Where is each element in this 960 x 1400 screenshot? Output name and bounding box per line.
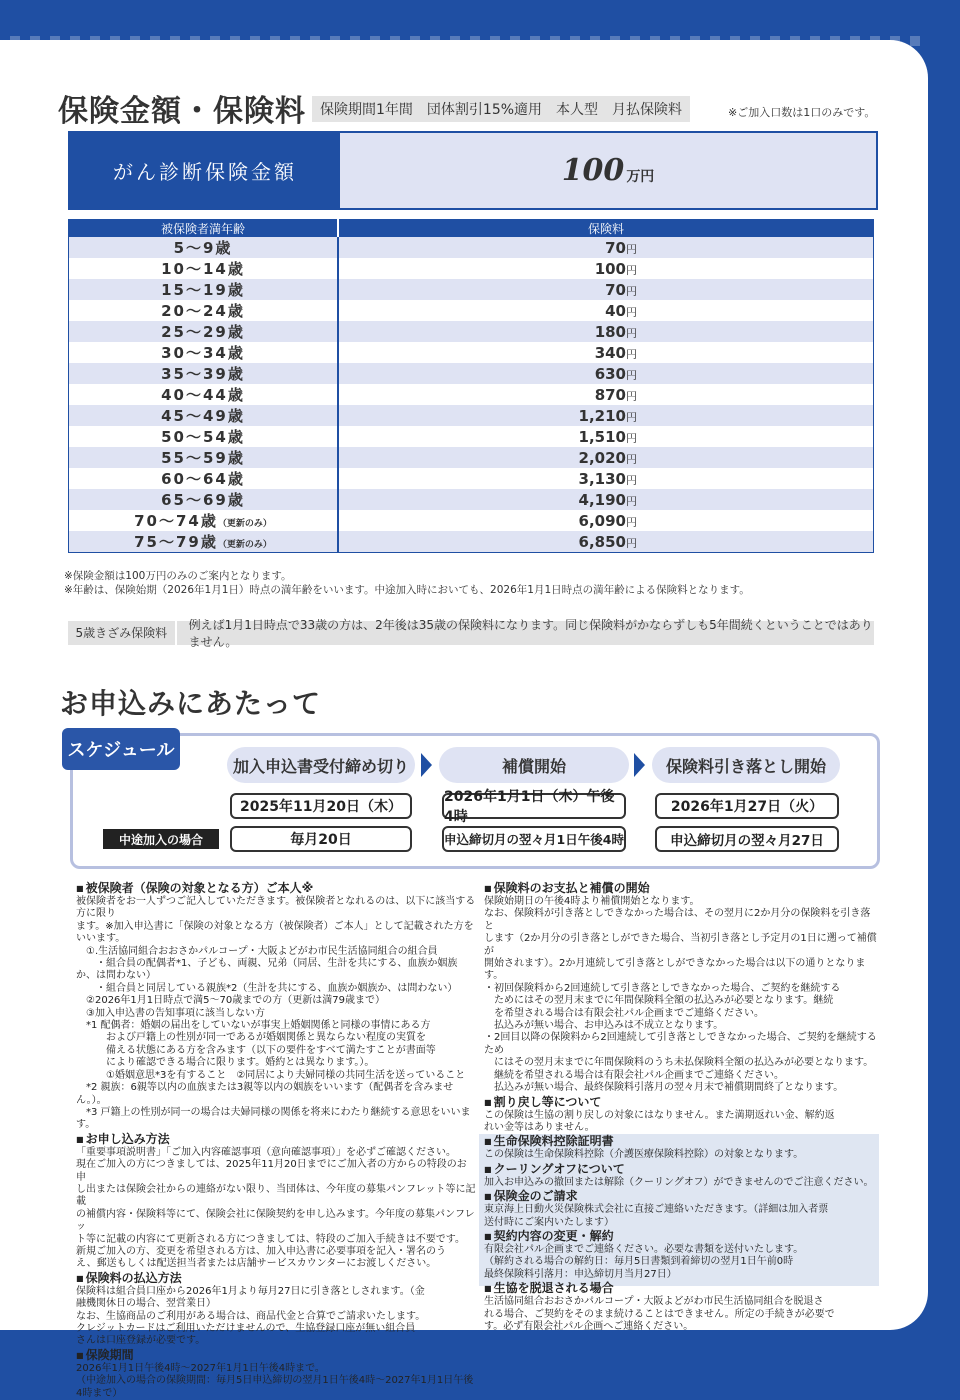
section-heading: ■ 保険料の払込方法	[76, 1271, 476, 1286]
arrow-right-icon	[634, 753, 645, 777]
yen-unit: 円	[626, 263, 637, 277]
fee-value: 3,130	[578, 469, 626, 488]
age-cell	[69, 405, 339, 426]
midway-label: 中途加入の場合	[103, 829, 219, 849]
amount-unit: 万円	[626, 168, 655, 185]
section-line: この保険は生命保険料控除（介護医療保険料控除）の対象となります。	[484, 1149, 804, 1161]
age-range: 20～24歳	[161, 302, 245, 320]
section-heading: ■ 契約内容の変更・解約	[484, 1229, 880, 1244]
yen-unit: 円	[626, 452, 637, 466]
section-line: します（2か月分の引き落としができた場合、当初引き落とし予定月の1日に遡って補償が	[484, 933, 877, 957]
fee-cell	[338, 489, 874, 510]
col-fee-header: 保険料	[338, 220, 874, 238]
section-line: ます。※加入申込書に「保険の対象となる方（被保険者）ご本人」として記載された方をいいます。	[76, 920, 474, 945]
midway-deadline: 毎月20日	[230, 826, 412, 852]
section-line: *2 親族：6親等以内の血族または3親等以内の姻族をいいます（配偶者を含みません。）。	[76, 1082, 454, 1106]
age-cell	[69, 258, 339, 279]
section-line: にはその翌月末までに年間保険料のうち未払保険料全額の払込みが必要となります。	[484, 1057, 874, 1069]
renewal-note: （更新のみ）	[217, 519, 272, 529]
yen-unit: 円	[626, 368, 637, 382]
section-heading: ■ 保険期間	[76, 1348, 476, 1363]
section-heading: ■ 保険金のご請求	[484, 1189, 880, 1204]
section-line: ②2026年1月1日時点で満5～70歳までの方（更新は満79歳まで）	[76, 995, 385, 1007]
age-cell	[69, 447, 339, 468]
section-line: 保険料は組合員口座から2026年1月より毎月27日に引き落としされます。（金	[76, 1285, 425, 1297]
fee-cell	[338, 510, 874, 531]
age-cell	[69, 300, 339, 321]
fee-cell	[338, 300, 874, 321]
fee-cell	[338, 405, 874, 426]
fee-cell	[338, 468, 874, 489]
five-year-text: 例えば1月1日時点で33歳の方は、2年後は35歳の保険料になります。同じ保険料がかならずしも5年間続くということではありません。	[188, 618, 873, 649]
table-row	[69, 384, 874, 405]
age-range: 25～29歳	[161, 323, 245, 341]
fee-value: 40	[605, 301, 626, 320]
section-line: ト等に記載の内容にて更新される方につきましては、特段のご加入手続きは不要です。	[76, 1233, 465, 1245]
date-debit-start: 2026年1月27日（火）	[655, 793, 839, 819]
table-row	[69, 342, 874, 363]
step-deadline: 加入申込書受付締め切り	[227, 747, 415, 783]
section-line: を希望される場合は有限会社パル企画までご連絡ください。	[484, 1007, 764, 1019]
page-title: 保険金額・保険料	[58, 94, 306, 129]
yen-unit: 円	[626, 536, 637, 550]
footnote: ※保険金額は100万円のみのご案内となります。	[64, 570, 292, 582]
fee-cell	[338, 363, 874, 384]
footnotes	[64, 569, 750, 597]
amount-number: 100	[561, 153, 625, 188]
fee-cell	[338, 342, 874, 363]
age-cell	[69, 531, 339, 553]
section-line: 加入お申込みの撤回または解除（クーリングオフ）ができませんのでご注意ください。	[484, 1176, 874, 1188]
section-heading: ■ 生協を脱退される場合	[484, 1281, 880, 1296]
step-debit-start: 保険料引き落とし開始	[652, 747, 840, 783]
section-line: 保険始期日の午後4時より補償開始となります。	[484, 896, 700, 907]
section-heading: ■ お申し込み方法	[76, 1132, 476, 1147]
age-cell	[69, 426, 339, 447]
section-line: 東京海上日動火災保険株式会社に直接ご連絡いただきます。（詳細は加入者票	[484, 1204, 829, 1216]
fee-value: 70	[605, 238, 626, 257]
age-cell	[69, 363, 339, 384]
yen-unit: 円	[626, 305, 637, 319]
section-line: の補償内容・保険料等にて、保険会社に保険契約を申し込みます。今年度の募集パンフレッ	[76, 1208, 475, 1233]
age-range: 65～69歳	[161, 491, 245, 509]
fee-value: 870	[594, 385, 626, 404]
section-line: 継続を希望される場合は有限会社パル企画までご連絡ください。	[484, 1069, 784, 1081]
info-section	[484, 881, 880, 1095]
section-heading: ■ 割り戻し等について	[484, 1095, 880, 1110]
fee-cell	[338, 279, 874, 300]
table-row	[69, 363, 874, 384]
table-row	[69, 405, 874, 426]
premium-table	[68, 219, 874, 553]
fee-value: 1,510	[578, 427, 626, 446]
age-range: 60～64歳	[161, 470, 245, 488]
section-line: え、郵送もしくは配送担当者または店舗サービスカウンターにお渡しください。	[76, 1258, 437, 1270]
section-line: す。必ず有限会社パル企画へご連絡ください。	[484, 1320, 694, 1332]
section-line: 生活協同組合おおさかパルコープ・大阪よどがわ市民生活協同組合を脱退さ	[484, 1296, 824, 1308]
yen-unit: 円	[626, 473, 637, 487]
section-line: （解約される場合の解約日：毎月5日書類到着締切の翌月1日午前0時	[484, 1256, 794, 1268]
age-cell	[69, 510, 339, 531]
age-cell	[69, 468, 339, 489]
yen-unit: 円	[626, 347, 637, 361]
section-line: 現在ご加入の方につきましては、2025年11月20日までにご加入者の方からの特段のお申	[76, 1159, 467, 1183]
fee-value: 180	[594, 322, 626, 341]
date-deadline: 2025年11月20日（木）	[230, 793, 412, 819]
info-section	[484, 1281, 880, 1333]
col-age-header: 被保険者満年齢	[69, 220, 339, 238]
age-cell	[69, 279, 339, 300]
yen-unit: 円	[626, 284, 637, 298]
section-line: ・組合員の配偶者*1、子ども、両親、兄弟（同居、生計を共にする、血族か姻族か、は問わない）	[76, 958, 458, 982]
midway-debit-start: 申込締切月の翌々月27日	[655, 826, 839, 852]
section-line: 払込みが無い場合、お申込みは不成立となります。	[484, 1020, 724, 1032]
table-row	[69, 468, 874, 489]
yen-unit: 円	[626, 326, 637, 340]
step-coverage-start: 補償開始	[439, 747, 629, 783]
age-range: 50～54歳	[161, 428, 245, 446]
info-section	[484, 1162, 880, 1189]
section-line: ・組合員と同居している親族*2（生計を共にする、血族か姻族か、は問わない）	[76, 982, 458, 994]
section-line: さんは口座登録が必要です。	[76, 1335, 206, 1347]
yen-unit: 円	[626, 389, 637, 403]
section-line: なお、保険料が引き落としできなかった場合は、その翌月に2か月分の保険料を引き落と	[484, 908, 871, 932]
right-column	[484, 881, 880, 1333]
age-range: 15～19歳	[161, 281, 245, 299]
table-row	[69, 300, 874, 321]
fee-value: 1,210	[578, 406, 626, 425]
five-year-label: 5歳きざみ保険料	[68, 621, 177, 645]
age-range: 70～74歳	[134, 512, 218, 530]
fee-cell	[338, 237, 874, 258]
section-line: れい金等はありません。	[484, 1121, 595, 1133]
fee-cell	[338, 531, 874, 553]
fee-value: 2,020	[578, 448, 626, 467]
fee-value: 340	[594, 343, 626, 362]
section-line: *1 配偶者：婚姻の届出をしていないが事実上婚姻関係と同様の事情にある方	[76, 1020, 431, 1032]
section-heading: ■ 保険料のお支払と補償の開始	[484, 881, 880, 896]
section-line: および戸籍上の性別が同一であるが婚姻関係と異ならない程度の実質を	[76, 1032, 426, 1044]
section-line: により確認できる場合に限ります。婚約とは異なります。）。	[76, 1057, 375, 1069]
insured-amount-value	[340, 133, 876, 208]
insured-amount-box	[68, 131, 878, 210]
insured-amount-label: がん診断保険金額	[70, 133, 340, 208]
section-heading: ■ クーリングオフについて	[484, 1162, 880, 1177]
section-line: 開始されます）。2か月連続して引き落としができなかった場合は以下の通りとなります。	[484, 958, 866, 982]
section-line: ためにはその翌月末までに年間保険料全額の払込みが必要となります。継続	[484, 995, 834, 1007]
yen-unit: 円	[626, 431, 637, 445]
schedule-label: スケジュール	[62, 728, 180, 770]
fee-cell	[338, 426, 874, 447]
fee-cell	[338, 384, 874, 405]
age-range: 75～79歳	[134, 533, 218, 551]
section-line: *3 戸籍上の性別が同一の場合は夫婦同様の関係を将来にわたり継続する意思をいいます。	[76, 1106, 471, 1131]
info-section	[76, 1348, 476, 1400]
info-section	[484, 1229, 880, 1281]
age-range: 30～34歳	[161, 344, 245, 362]
section-line: れる場合、ご契約をそのまま続けることはできません。所定の手続きが必要で	[484, 1308, 835, 1320]
fee-value: 630	[594, 364, 626, 383]
table-row	[69, 531, 874, 553]
section-line: 最終保険料引落月：申込締切月当月27日）	[484, 1268, 677, 1280]
yen-unit: 円	[626, 515, 637, 529]
info-section	[484, 1134, 880, 1161]
table-row	[69, 510, 874, 531]
section-line: 2026年1月1日午後4時～2027年1月1日午後4時まで。	[76, 1362, 325, 1374]
section-line: ①婚姻意思*3を有すること ②同居により夫婦同様の共同生活を送っていること	[76, 1069, 466, 1081]
plan-tags: 保険期間1年間 団体割引15%適用 本人型 月払保険料	[312, 96, 690, 122]
arrow-right-icon	[421, 753, 432, 777]
section-line: 新規ご加入の方、変更を希望される方は、加入申込書に必要事項を記入・署名のう	[76, 1245, 446, 1257]
section-line: ・初回保険料から2回連続して引き落としできなかった場合、ご契約を継続する	[484, 982, 841, 994]
footnote: ※年齢は、保険始期（2026年1月1日）時点の満年齢をいいます。中途加入時においても、2026年1月1日時点の満年齢による保険料となります。	[64, 584, 750, 596]
section-line: ・2回目以降の保険料から2回連続して引き落としできなかった場合、ご契約を継続するため	[484, 1032, 877, 1056]
age-range: 55～59歳	[161, 449, 245, 467]
info-section	[484, 1189, 880, 1229]
age-range: 45～49歳	[161, 407, 245, 425]
fee-value: 6,850	[578, 532, 626, 551]
section-line: ①.生活協同組合おおさかパルコープ・大阪よどがわ市民生活協同組合の組合員	[76, 945, 438, 957]
section-line: この保険は生協の割り戻しの対象にはなりません。また満期返れい金、解約返	[484, 1109, 835, 1121]
unit-note: ※ご加入口数は1口のみです。	[728, 106, 876, 119]
age-cell	[69, 342, 339, 363]
table-row	[69, 489, 874, 510]
age-cell	[69, 237, 339, 258]
fee-value: 6,090	[578, 511, 626, 530]
info-section	[76, 1132, 476, 1271]
left-column	[76, 881, 476, 1400]
fee-value: 4,190	[578, 490, 626, 509]
table-row	[69, 258, 874, 279]
section-line: クレジットカードはご利用いただけませんので、生協登録口座が無い組合員	[76, 1323, 416, 1334]
info-section	[484, 1095, 880, 1135]
table-row	[69, 237, 874, 258]
yen-unit: 円	[626, 410, 637, 424]
age-range: 40～44歳	[161, 386, 245, 404]
section-line: 送付時にご案内いたします）	[484, 1216, 614, 1228]
info-section	[76, 881, 476, 1132]
age-range: 10～14歳	[161, 260, 245, 278]
yen-unit: 円	[626, 494, 637, 508]
age-range: 5～9歳	[173, 239, 233, 257]
table-row	[69, 447, 874, 468]
date-coverage-start: 2026年1月1日（木）午後4時	[442, 793, 626, 819]
fee-cell	[338, 447, 874, 468]
section-line: し出または保険会社からの連絡がない限り、当団体は、今年度の募集パンフレット等に記載	[76, 1183, 476, 1208]
renewal-note: （更新のみ）	[217, 540, 272, 550]
section-line: 有限会社パル企画までご連絡ください。必要な書類を送付いたします。	[484, 1243, 804, 1255]
five-year-note	[68, 618, 874, 649]
table-row	[69, 426, 874, 447]
section-line: （中途加入の場合の保険期間：毎月5日申込締切の翌月1日午後4時～2027年1月1日午後4時まで）	[76, 1375, 474, 1399]
section-line: なお、生協商品のご利用がある場合は、商品代金と合算でご請求いたします。	[76, 1310, 426, 1322]
age-range: 35～39歳	[161, 365, 245, 383]
section-line: ③加入申込書の告知事項に該当しない方	[76, 1007, 265, 1019]
section-line: 「重要事項説明書」「ご加入内容確認事項（意向確認事項）」を必ずご確認ください。	[76, 1146, 456, 1158]
section-line: 備える状態にある方を含みます（以下の要件をすべて満たすことが書面等	[76, 1044, 436, 1056]
application-title: お申込みにあたって	[60, 687, 322, 720]
fee-value: 70	[605, 280, 626, 299]
fee-value: 100	[594, 259, 626, 278]
age-cell	[69, 489, 339, 510]
midway-coverage-start: 申込締切月の翌々月1日午後4時	[442, 826, 626, 852]
fee-cell	[338, 258, 874, 279]
section-line: 融機関休日の場合、翌営業日）	[76, 1298, 216, 1310]
section-heading: ■ 生命保険料控除証明書	[484, 1134, 880, 1149]
section-heading: ■ 被保険者（保険の対象となる方）ご本人※	[76, 881, 476, 896]
age-cell	[69, 321, 339, 342]
age-cell	[69, 384, 339, 405]
fee-cell	[338, 321, 874, 342]
section-line: 払込みが無い場合、最終保険料引落月の翌々月末で補償期間終了となります。	[484, 1082, 844, 1094]
table-row	[69, 321, 874, 342]
info-section	[76, 1271, 476, 1348]
table-row	[69, 279, 874, 300]
section-line: 被保険者をお一人ずつご記入していただきます。被保険者となれるのは、以下に該当する方に限り	[76, 896, 476, 920]
yen-unit: 円	[626, 242, 637, 256]
